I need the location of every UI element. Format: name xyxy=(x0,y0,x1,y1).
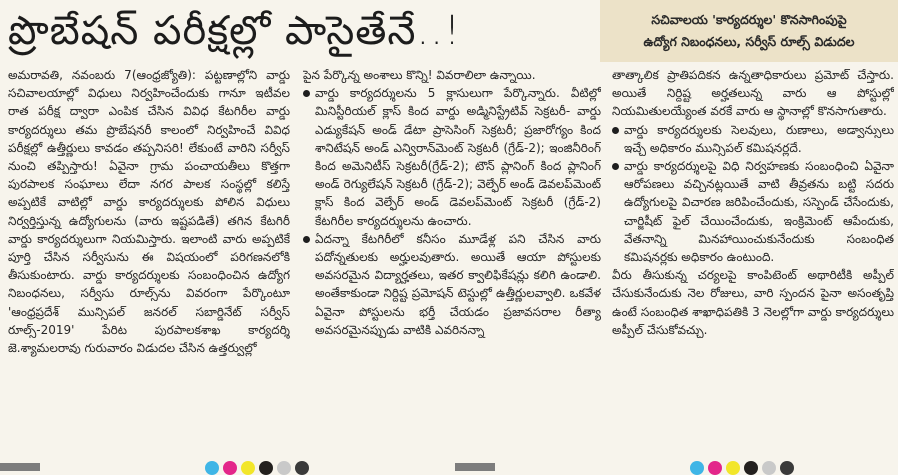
registration-dot xyxy=(780,461,794,475)
registration-marks-left xyxy=(205,461,309,471)
bullet-item: వార్డు కార్యదర్శులపై విధి నిర్వహణకు సంబంధించి ఏవైనా ఆరోపణలు వచ్చినట్లయితే వాటి తీవ్రతను బట్టి సదరు ఉద్యోగులపై విచారణ జరిపించేందుకు, సస్పెండ్ చేసేందుకు, చార్జిషీట్ ఫైల్ చేయించేందుకు, ఇంక్రిమెంట్ ఆపేందుకు, వేతనాన్ని మినహాయించుకునేందుకు సంబంధిత కమిషనర్లకు అధికారం ఉంటుంది. xyxy=(612,157,894,266)
article-column-3 xyxy=(612,66,894,456)
registration-dot xyxy=(259,461,273,475)
subheadline-box xyxy=(600,0,898,62)
registration-dot xyxy=(726,461,740,475)
article-column-1 xyxy=(8,66,290,456)
bullet-item: ఏదన్నా కేటగిరీలో కనీసం మూడేళ్ల పని చేసిన వారు పదోన్నతులకు అర్హులవుతారు. అయితే ఆయా పోస్టులకు అవసరమైన విద్యార్హతలు, ఇతర క్వాలిఫికేషన్లు కలిగి ఉండాలి. అంతేకాకుండా నిర్దిష్ట ప్రమోషన్ టెస్టుల్లో ఉత్తీర్ణులవ్వాలి. ఒకవేళ ఏవైనా పోస్టులను భర్తీ చేయడం ప్రజావసరాల రీత్యా అవసరమైనప్పుడు వాటికి ఎవరినన్నా xyxy=(303,230,601,339)
registration-dot xyxy=(744,461,758,475)
print-bar xyxy=(455,463,495,471)
article-paragraph: అమరావతి, నవంబరు 7(ఆంధ్రజ్యోతి): పట్టణాల్లోని వార్డు సచివాలయాల్లో విధులు నిర్వహించేందుకు గానూ ఇటీవల రాత పరీక్ష ద్వారా ఎంపిక చేసిన వివిధ కేటగిరీల వార్డు కార్యదర్శులు తమ ప్రొబేషనరీ కాలంలో నిర్వహించే వివిధ పరీక్షల్లో ఉత్తీర్ణులు కావడం తప్పనిసరి! లేకుంటే వారిని సర్వీస్ నుంచి తప్పిస్తారు! ఏవైనా గ్రామ పంచాయతీలు కొత్తగా పురపాలక సంఘాలు లేదా నగర పాలక సంస్థల్లో కలిస్తే అప్పటికే వాటిల్లో వార్డు కార్యదర్శులకు పోలిన విధులు నిర్వర్తిస్తున్న ఉద్యోగులను (వారు ఇష్టపడితే) తగిన కేటగిరీ వార్డు కార్యదర్శులుగా నియమిస్తారు. ఇలాంటి వారు అప్పటికే పూర్తి చేసిన సర్వీసును ఈ విషయంలో పరిగణనలోకి తీసుకుంటారు. వార్డు కార్యదర్శులకు సంబంధించిన ఉద్యోగ నిబంధనలు, సర్వీసు రూల్స్‌ను వివరంగా పేర్కొంటూ 'ఆంధ్రప్రదేశ్ మున్సిపల్ జనరల్ సబార్డినేట్ సర్వీస్ రూల్స్-2019' పేరిట పురపాలకశాఖ కార్యదర్శి జె.శ్యామలరావు గురువారం విడుదల చేసిన ఉత్తర్వుల్లో xyxy=(8,68,290,356)
headline: ప్రొబేషన్ పరీక్షల్లో పాసైతేనే..! xyxy=(8,8,461,54)
subheadline-line-2: ఉద్యోగ నిబంధనలు, సర్వీస్ రూల్స్ విడుదల xyxy=(643,34,855,49)
registration-dot xyxy=(295,461,309,475)
registration-dot xyxy=(223,461,237,475)
registration-dot xyxy=(708,461,722,475)
registration-dot xyxy=(762,461,776,475)
article-paragraph: తాత్కాలిక ప్రాతిపదికన ఉన్నతాధికారులు ప్రమోట్ చేస్తారు. అయితే నిర్దిష్ట అర్హతలున్న వారు ఆ పోస్టుల్లో నియమితులయ్యేంత వరకే వారు ఆ స్థానాల్లో కొనసాగుతారు. xyxy=(612,68,894,119)
article-paragraph: పైన పేర్కొన్న అంశాలు కొన్ని! వివరాలిలా ఉన్నాయి. xyxy=(303,68,536,82)
article-column-2 xyxy=(303,66,601,456)
registration-marks-right xyxy=(690,461,794,471)
bullet-item: వార్డు కార్యదర్శులను 5 క్లాసులుగా పేర్కొన్నారు. వీటిల్లో మినిస్టీరియల్ క్లాస్ కింద వార్డు అడ్మినిస్ట్రేటివ్ సెక్రటరీ- వార్డు ఎడ్యుకేషన్ అండ్ డేటా ప్రాసెసింగ్ సెక్రటరీ; ప్రజారోగ్యం కింద శానిటేషన్ అండ్ ఎన్విరాన్‌మెంట్ సెక్రటరీ (గ్రేడ్-2); ఇంజినీరింగ్ కింద అమెనిటీస్ సెక్రటరీ(గ్రేడ్-2); టౌన్ ప్లానింగ్ కింద ప్లానింగ్ అండ్ రెగ్యులేషన్ సెక్రటరీ (గ్రేడ్-2); వెల్ఫేర్ అండ్ డెవలప్‌మెంట్ క్లాస్ కింద వెల్ఫేర్ అండ్ డెవలప్‌మెంట్ సెక్రటరీ (గ్రేడ్-2) కేటగిరీల కార్యదర్శులను ఉంచారు. xyxy=(303,84,601,230)
bullet-item: వార్డు కార్యదర్శులకు సెలవులు, రుణాలు, అడ్వాన్సులు ఇచ్చే అధికారం మున్సిపల్ కమిషనర్లదే. xyxy=(612,121,894,157)
subheadline-line-1: సచివాలయ 'కార్యదర్శుల' కొనసాగింపుపై xyxy=(651,12,847,27)
registration-dot xyxy=(205,461,219,475)
registration-dot xyxy=(241,461,255,475)
print-bar xyxy=(0,463,40,471)
registration-dot xyxy=(277,461,291,475)
registration-dot xyxy=(690,461,704,475)
article-paragraph: వీరు తీసుకున్న చర్యలపై కాంపిటెంట్ అథారిటీకి అప్పీల్ చేసుకునేందుకు నెల రోజులు, వారి స్పందన పైనా అసంతృప్తి ఉంటే సంబంధిత శాఖాధిపతికి 3 నెలల్లోగా వార్డు కార్యదర్శులు అప్పీల్ చేసుకోవచ్చు. xyxy=(612,268,894,337)
